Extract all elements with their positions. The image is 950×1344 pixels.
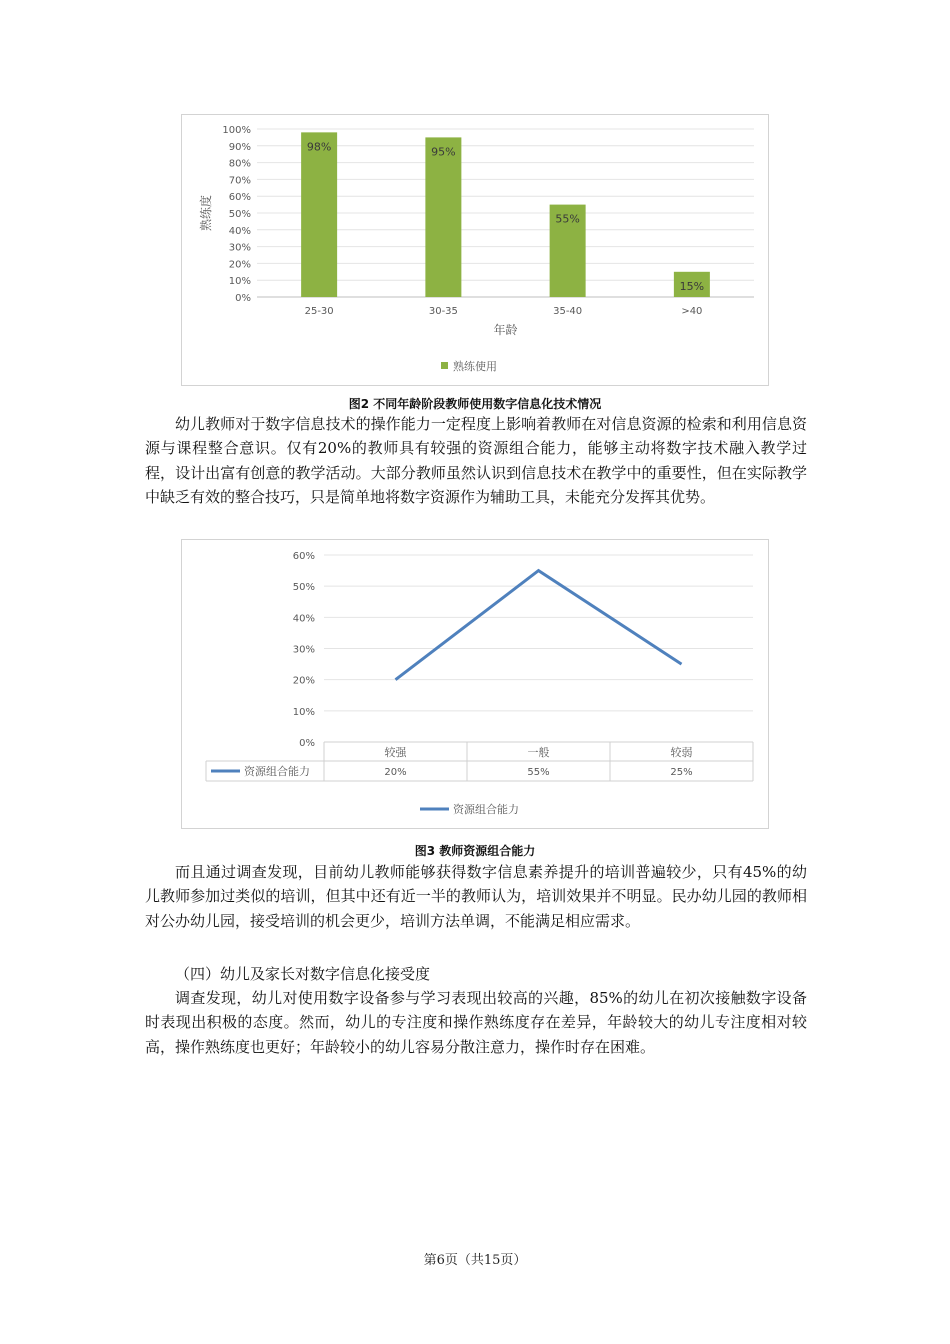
y-tick-label: 30%: [228, 242, 251, 254]
y-tick-label: 20%: [292, 675, 315, 687]
legend-label: 熟练使用: [453, 360, 497, 373]
x-tick-label: 较弱: [670, 746, 693, 759]
x-tick-label: >40: [681, 306, 703, 317]
table-series-label: 资源组合能力: [244, 765, 310, 778]
legend-swatch: [441, 362, 448, 369]
figure-2-caption: 图2 不同年龄阶段教师使用数字信息化技术情况: [348, 397, 602, 411]
bar-chart-svg: [182, 115, 770, 387]
figure-2-chart: [181, 114, 769, 386]
series-line: [396, 571, 682, 680]
data-label: 98%: [306, 140, 332, 154]
y-tick-label: 10%: [228, 276, 251, 288]
paragraph-2: 而且通过调查发现，目前幼儿教师能够获得数字信息素养提升的培训普遍较少，只有45%的幼儿教师参加过类似的培训，但其中还有近一半的教师认为，培训效果并不明显。民办幼儿园的教师相对公办幼儿园，接受培训的机会更少，培训方法单调，不能满足相应需求。: [145, 863, 807, 930]
x-tick-label: 较强: [384, 746, 407, 759]
paragraph-1: 幼儿教师对于数字信息技术的操作能力一定程度上影响着教师在对信息资源的检索和利用信息资源与课程整合意识。仅有20%的教师具有较强的资源组合能力，能够主动将数字技术融入教学过程，设计出富有创意的教学活动。大部分教师虽然认识到信息技术在教学中的重要性，但在实际教学中缺乏有效的整合技巧，只是简单地将数字资源作为辅助工具，未能充分发挥其优势。: [145, 415, 807, 506]
x-tick-label: 一般: [527, 746, 550, 759]
line-chart-svg: [182, 540, 770, 830]
y-tick-label: 60%: [292, 551, 315, 562]
y-tick-label: 50%: [228, 209, 251, 220]
y-tick-label: 90%: [228, 141, 251, 153]
legend-label: 资源组合能力: [453, 803, 519, 816]
paragraph-3: 调查发现，幼儿对使用数字设备参与学习表现出较高的兴趣，85%的幼儿在初次接触数字设备时表现出积极的态度。然而，幼儿的专注度和操作熟练度存在差异，年龄较大的幼儿专注度相对较高，操作熟练度也更好；年龄较小的幼儿容易分散注意力，操作时存在困难。: [145, 989, 807, 1056]
y-tick-label: 20%: [228, 259, 251, 271]
y-tick-label: 60%: [228, 192, 251, 204]
bar: [301, 132, 337, 297]
data-label: 15%: [679, 279, 705, 293]
x-tick-label: 35-40: [553, 306, 583, 317]
y-tick-label: 100%: [222, 125, 251, 136]
table-value: 55%: [527, 767, 550, 778]
bar: [425, 137, 461, 297]
page-footer: 第6页（共15页）: [423, 1253, 527, 1268]
y-tick-label: 30%: [292, 644, 315, 656]
section-heading: （四）幼儿及家长对数字信息化接受度: [175, 965, 431, 983]
y-tick-label: 10%: [292, 706, 315, 718]
x-axis-title: 年龄: [493, 323, 518, 337]
y-tick-label: 80%: [228, 158, 251, 170]
y-tick-label: 40%: [292, 613, 315, 625]
y-tick-label: 40%: [228, 225, 251, 237]
table-value: 20%: [384, 767, 407, 778]
x-tick-label: 25-30: [304, 306, 334, 317]
y-axis-title: 熟练度: [199, 194, 213, 232]
figure-3-chart: [181, 539, 769, 829]
table-value: 25%: [670, 767, 693, 778]
y-tick-label: 50%: [292, 582, 315, 594]
x-tick-label: 30-35: [428, 306, 458, 317]
figure-3-caption: 图3 教师资源组合能力: [414, 844, 536, 858]
data-label: 55%: [555, 212, 580, 226]
y-tick-label: 0%: [235, 293, 251, 304]
y-tick-label: 70%: [228, 175, 251, 187]
data-label: 95%: [431, 145, 456, 159]
y-tick-label: 0%: [299, 738, 315, 749]
